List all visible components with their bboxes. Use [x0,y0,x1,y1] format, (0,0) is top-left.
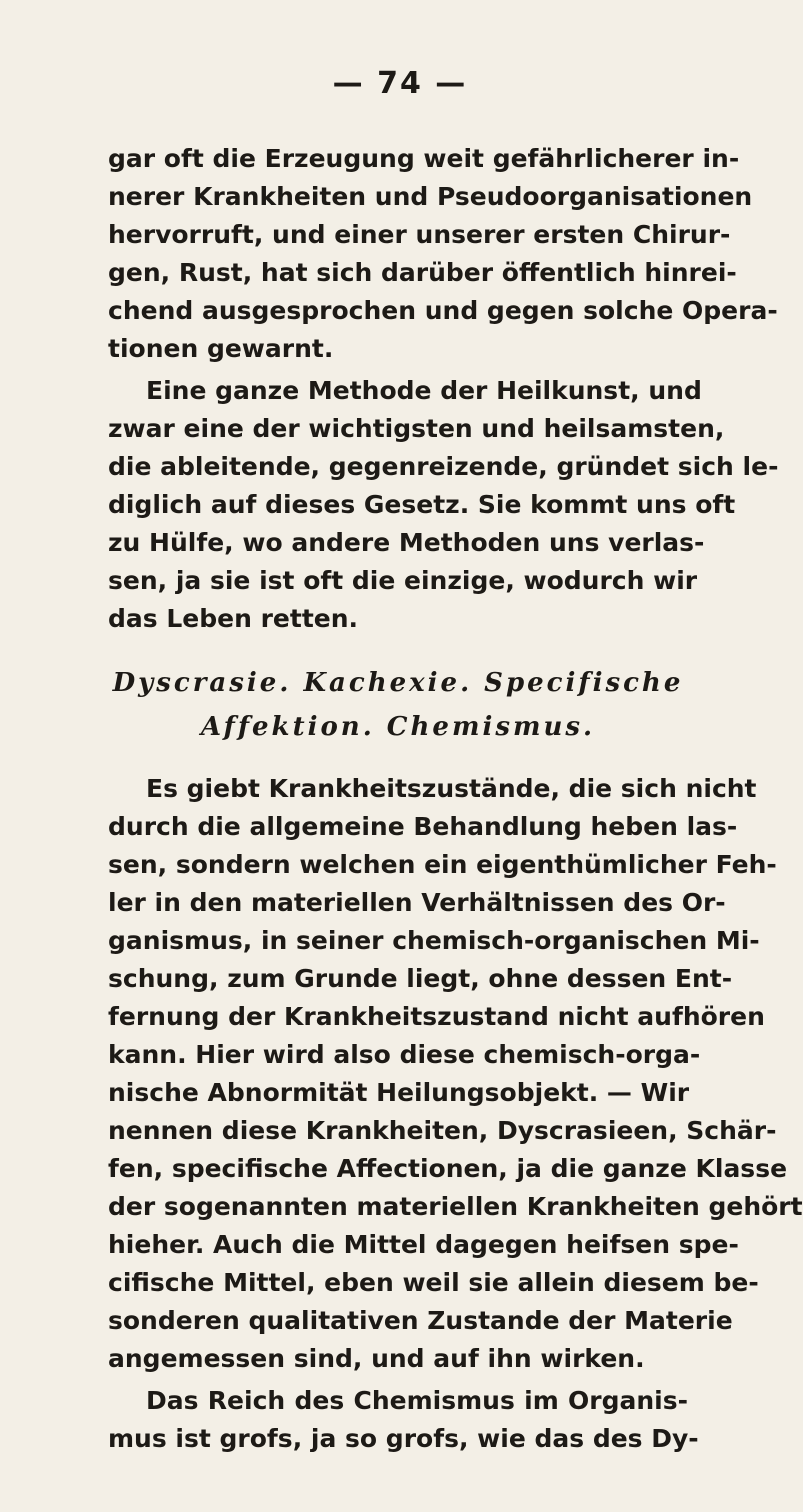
text-line: sen, sondern welchen ein eigenthümlicher Feh- [108,850,777,879]
text-line: Es giebt Krankheitszustände, die sich nicht [146,774,757,803]
text-line: angemessen sind, und auf ihn wirken. [108,1344,645,1373]
text-line: kann. Hier wird also diese chemisch-orga- [108,1040,701,1069]
text-line: nische Abnormität Heilungsobjekt. — Wir [108,1078,690,1107]
text-line: ler in den materiellen Verhältnissen des Or- [108,888,726,917]
text-line: die ableitende, gegenreizende, gründet sich le- [108,452,779,481]
text-line: das Leben retten. [108,604,359,633]
text-line: fen, specifische Affectionen, ja die ganze Klasse [108,1154,788,1183]
text-line: gen, Rust, hat sich darüber öffentlich hinrei- [108,258,737,287]
text-line: der sogenannten materiellen Krankheiten gehört [108,1192,803,1221]
section-heading: Affektion. Chemismus. [200,712,596,742]
text-line: zwar eine der wichtigsten und heilsamsten, [108,414,725,443]
text-line: tionen gewarnt. [108,334,334,363]
text-line: Eine ganze Methode der Heilkunst, und [146,376,702,405]
text-line: chend ausgesprochen und gegen solche Opera- [108,296,778,325]
section-heading: Dyscrasie. Kachexie. Specifische [112,668,684,698]
text-line: nennen diese Krankheiten, Dyscrasieen, Schär- [108,1116,777,1145]
text-line: diglich auf dieses Gesetz. Sie kommt uns oft [108,490,736,519]
text-line: cifische Mittel, eben weil sie allein diesem be- [108,1268,759,1297]
text-line: hervorruft, und einer unserer ersten Chirur- [108,220,731,249]
page-number: — 74 — [332,66,468,101]
text-line: ganismus, in seiner chemisch-organischen Mi- [108,926,760,955]
text-line: zu Hülfe, wo andere Methoden uns verlas- [108,528,705,557]
text-line: mus ist grofs, ja so grofs, wie das des Dy- [108,1424,699,1453]
text-line: nerer Krankheiten und Pseudoorganisationen [108,182,753,211]
text-line: sen, ja sie ist oft die einzige, wodurch wir [108,566,698,595]
text-line: schung, zum Grunde liegt, ohne dessen Ent- [108,964,733,993]
text-line: hieher. Auch die Mittel dagegen heifsen spe- [108,1230,739,1259]
text-line: fernung der Krankheitszustand nicht aufhören [108,1002,765,1031]
text-line: gar oft die Erzeugung weit gefährlicherer in- [108,144,740,173]
text-line: sonderen qualitativen Zustande der Materie [108,1306,733,1335]
text-line: durch die allgemeine Behandlung heben las- [108,812,738,841]
text-line: Das Reich des Chemismus im Organis- [146,1386,688,1415]
